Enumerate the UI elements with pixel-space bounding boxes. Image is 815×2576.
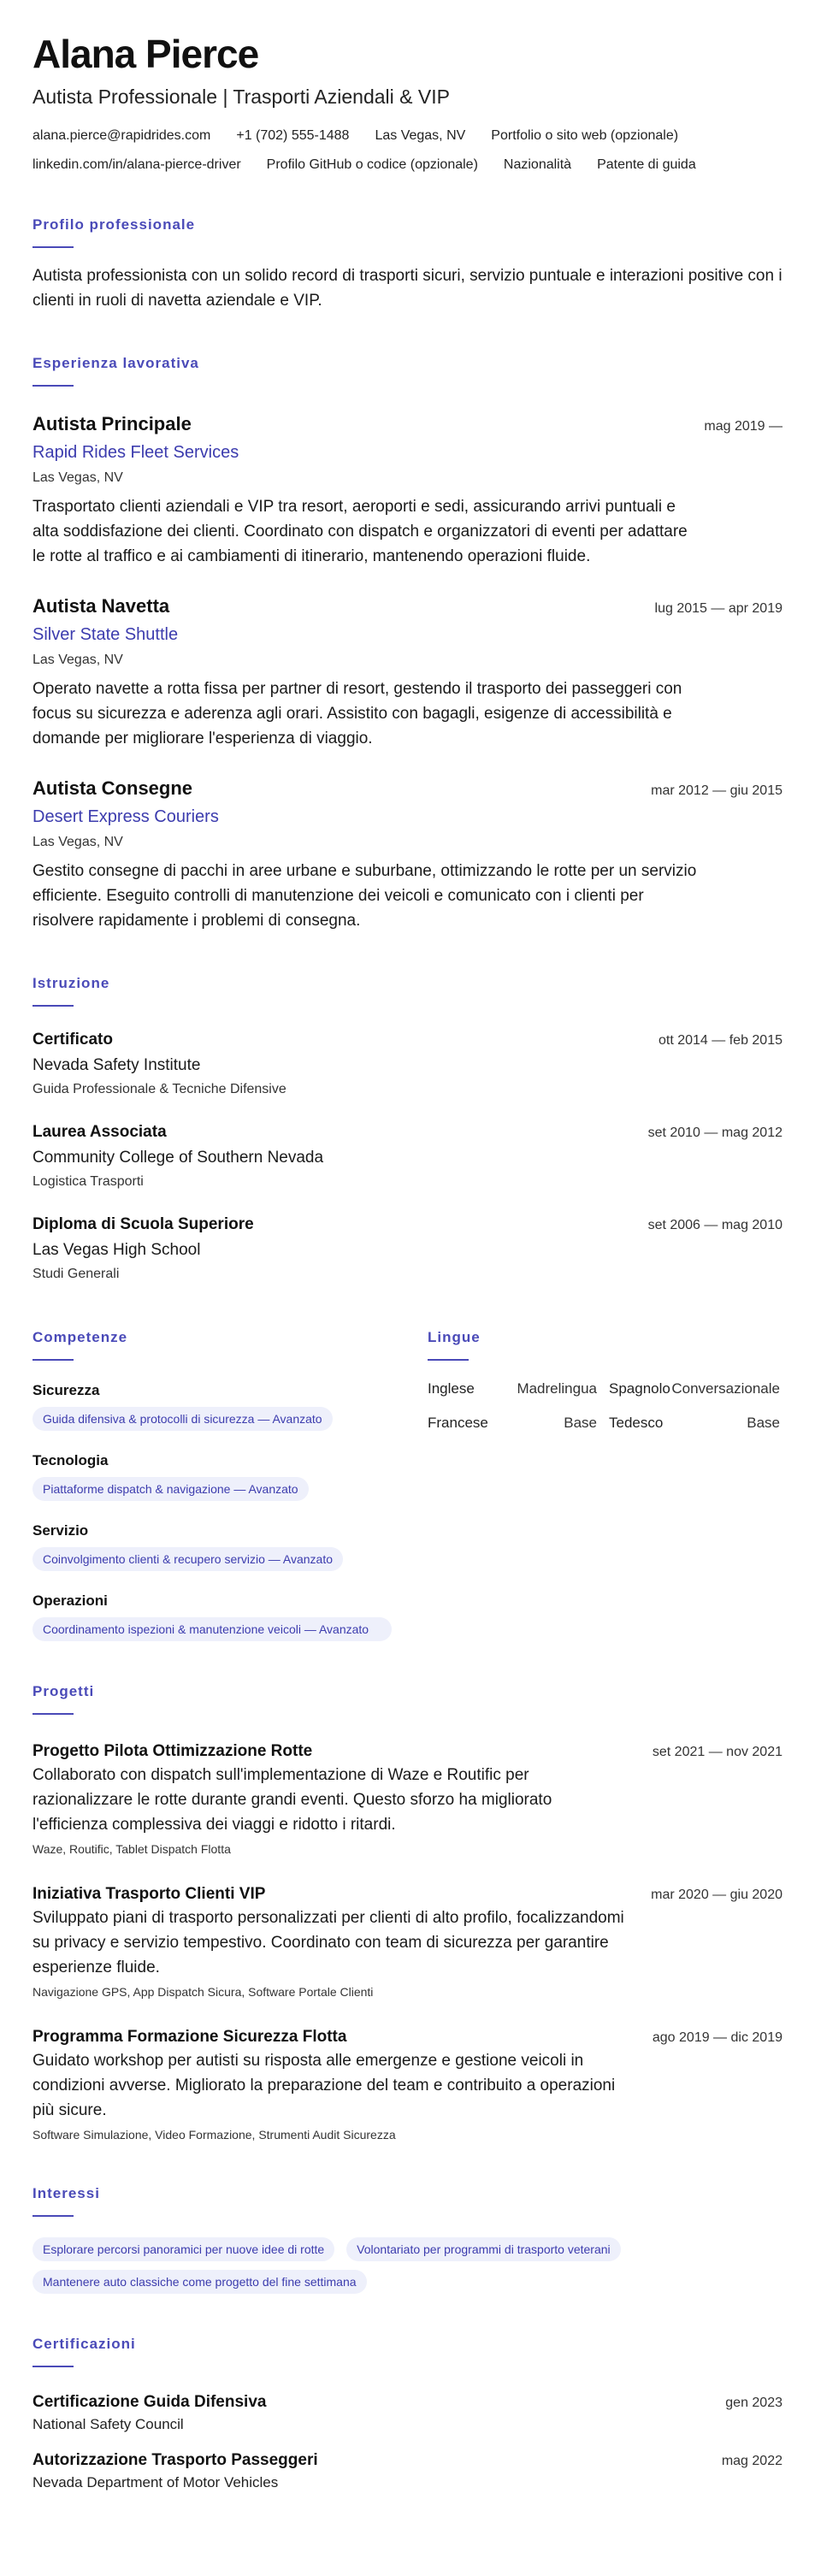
resume-header xyxy=(32,31,783,174)
education-date: set 2010 — mag 2012 xyxy=(647,1126,783,1140)
section-heading: Istruzione xyxy=(32,975,110,991)
candidate-title: Autista Professionale | Trasporti Aziendali & VIP xyxy=(32,86,450,108)
job-location: Las Vegas, NV xyxy=(32,835,123,849)
project-description: Sviluppato piani di trasporto personalizzati per clienti di alto profilo, focalizzandomi su privacy e servizio tempestivo. Coordinato con team di sicurezza per garantire esperienze fluide. xyxy=(32,1909,624,1976)
job-description: Trasportato clienti aziendali e VIP tra resort, aeroporti e sedi, assicurando arrivi puntuali e alta soddisfazione dei clienti. Coordinato con dispatch e organizzatori di eventi per adattare le rotte al traffico e ai cambiamenti di itinerario, mantenendo operazioni fluide. xyxy=(32,498,688,565)
section-heading: Progetti xyxy=(32,1683,95,1699)
skill-group xyxy=(32,1521,428,1571)
skill-category: Operazioni xyxy=(32,1592,108,1609)
section-divider xyxy=(32,1359,74,1361)
job-title: Autista Navetta xyxy=(32,595,170,617)
section-divider xyxy=(32,2366,74,2367)
interest-chip: Mantenere auto classiche come progetto del fine settimana xyxy=(32,2270,367,2294)
section-heading: Competenze xyxy=(32,1329,128,1345)
education-school: Las Vegas High School xyxy=(32,1241,201,1259)
candidate-name: Alana Pierce xyxy=(32,32,259,76)
section-heading: Interessi xyxy=(32,2185,100,2201)
projects-section xyxy=(32,1682,783,2143)
section-divider xyxy=(32,1713,74,1715)
language-level: Conversazionale xyxy=(671,1380,780,1397)
skill-chip: Guida difensiva & protocolli di sicurezza — Avanzato xyxy=(32,1407,333,1431)
job-description: Gestito consegne di pacchi in aree urbane e suburbane, ottimizzando le rotte per un servizio efficiente. Eseguito controlli di manutenzione dei veicoli e comunicato con i clienti per risolvere rapidamente i problemi di consegna. xyxy=(32,862,697,930)
language-grid xyxy=(428,1380,780,1433)
skill-group xyxy=(32,1381,428,1431)
section-heading: Profilo professionale xyxy=(32,216,196,233)
contact-license: Patente di guida xyxy=(597,157,696,172)
job-company: Rapid Rides Fleet Services xyxy=(32,443,239,462)
job-company: Silver State Shuttle xyxy=(32,625,179,644)
interest-list xyxy=(32,2237,785,2294)
interest-chip: Volontariato per programmi di trasporto veterani xyxy=(346,2237,620,2261)
education-entry xyxy=(32,1121,783,1191)
language-name: Inglese xyxy=(428,1380,475,1397)
skill-category: Sicurezza xyxy=(32,1382,100,1398)
job-entry xyxy=(32,594,783,751)
contact-nationality: Nazionalità xyxy=(503,157,572,172)
education-entry xyxy=(32,1029,783,1099)
job-title: Autista Consegne xyxy=(32,777,193,799)
contact-portfolio[interactable]: Portfolio o sito web (opzionale) xyxy=(491,128,679,143)
certification-title: Autorizzazione Trasporto Passeggeri xyxy=(32,2451,318,2469)
project-title: Progetto Pilota Ottimizzazione Rotte xyxy=(32,1742,313,1760)
contact-phone[interactable]: +1 (702) 555-1488 xyxy=(236,128,350,143)
job-description: Operato navette a rotta fissa per partner di resort, gestendo il trasporto dei passeggeri con focus su sicurezza e aderenza agli orari. Assistito con bagagli, esigenze di accessibilità e domande per migliorare l'esperienza di viaggio. xyxy=(32,680,682,747)
education-entry xyxy=(32,1214,783,1284)
education-degree: Certificato xyxy=(32,1031,113,1049)
skill-chip: Piattaforme dispatch & navigazione — Avanzato xyxy=(32,1477,309,1501)
language-level: Base xyxy=(564,1415,597,1431)
certification-issuer: Nevada Department of Motor Vehicles xyxy=(32,2474,279,2490)
contact-github[interactable]: Profilo GitHub o codice (opzionale) xyxy=(266,157,478,172)
education-field: Logistica Trasporti xyxy=(32,1174,144,1189)
contact-list xyxy=(32,127,802,174)
skills-languages-row xyxy=(32,1328,783,1641)
contact-linkedin[interactable]: linkedin.com/in/alana-pierce-driver xyxy=(32,157,241,172)
language-level: Madrelingua xyxy=(517,1380,597,1397)
section-heading: Certificazioni xyxy=(32,2336,136,2352)
skill-chip: Coordinamento ispezioni & manutenzione veicoli — Avanzato xyxy=(32,1617,392,1641)
section-divider xyxy=(32,2215,74,2217)
project-tech: Navigazione GPS, App Dispatch Sicura, Software Portale Clienti xyxy=(32,1985,374,1999)
section-heading: Esperienza lavorativa xyxy=(32,355,199,371)
education-date: set 2006 — mag 2010 xyxy=(647,1218,783,1232)
education-field: Guida Professionale & Tecniche Difensive xyxy=(32,1082,286,1096)
profile-section xyxy=(32,216,783,313)
job-location: Las Vegas, NV xyxy=(32,653,123,667)
skill-group xyxy=(32,1592,428,1641)
job-company: Desert Express Couriers xyxy=(32,807,219,826)
languages-section xyxy=(428,1328,780,1641)
section-divider xyxy=(32,246,74,248)
language-item xyxy=(609,1380,780,1398)
project-entry xyxy=(32,1740,783,1858)
skill-category: Tecnologia xyxy=(32,1452,109,1468)
experience-section xyxy=(32,354,783,933)
section-heading: Lingue xyxy=(428,1329,481,1345)
section-divider xyxy=(32,385,74,387)
job-entry xyxy=(32,777,783,933)
certification-title: Certificazione Guida Difensiva xyxy=(32,2393,267,2411)
profile-summary: Autista professionista con un solido record di trasporti sicuri, servizio puntuale e interazioni positive con i clienti in ruoli di navetta aziendale e VIP. xyxy=(32,267,783,310)
job-date: mar 2012 — giu 2015 xyxy=(651,783,783,798)
job-entry xyxy=(32,412,783,569)
project-date: ago 2019 — dic 2019 xyxy=(652,2030,783,2045)
contact-location: Las Vegas, NV xyxy=(375,128,466,143)
project-description: Guidato workshop per autisti su risposta alle emergenze e gestione veicoli in condizioni avverse. Migliorato la preparazione del team e contribuito a operazioni più sicure. xyxy=(32,2052,616,2119)
contact-email[interactable]: alana.pierce@rapidrides.com xyxy=(32,128,211,143)
education-section xyxy=(32,974,783,1284)
skills-section xyxy=(32,1328,428,1641)
project-tech: Waze, Routific, Tablet Dispatch Flotta xyxy=(32,1842,231,1856)
job-date: mag 2019 — xyxy=(704,419,783,434)
education-school: Nevada Safety Institute xyxy=(32,1056,201,1074)
education-date: ott 2014 — feb 2015 xyxy=(658,1033,783,1048)
project-tech: Software Simulazione, Video Formazione, Strumenti Audit Sicurezza xyxy=(32,2128,396,2142)
language-level: Base xyxy=(747,1415,780,1431)
certification-entry xyxy=(32,2391,783,2434)
project-title: Iniziativa Trasporto Clienti VIP xyxy=(32,1885,266,1903)
interest-chip: Esplorare percorsi panoramici per nuove idee di rotte xyxy=(32,2237,334,2261)
education-school: Community College of Southern Nevada xyxy=(32,1149,324,1167)
education-field: Studi Generali xyxy=(32,1267,120,1281)
project-entry xyxy=(32,2026,783,2143)
interests-section xyxy=(32,2184,783,2294)
skill-chip: Coinvolgimento clienti & recupero servizio — Avanzato xyxy=(32,1547,343,1571)
project-date: mar 2020 — giu 2020 xyxy=(651,1888,783,1902)
skill-group xyxy=(32,1451,428,1501)
project-date: set 2021 — nov 2021 xyxy=(652,1745,783,1759)
project-entry xyxy=(32,1883,783,2000)
project-description: Collaborato con dispatch sull'implementazione di Waze e Routific per razionalizzare le rotte durante grandi eventi. Questo sforzo ha migliorato l'efficienza complessiva dei viaggi e ridotto i ritardi. xyxy=(32,1766,552,1834)
certification-date: mag 2022 xyxy=(721,2454,783,2468)
job-title: Autista Principale xyxy=(32,413,192,434)
section-divider xyxy=(428,1359,469,1361)
language-item xyxy=(428,1380,609,1398)
job-location: Las Vegas, NV xyxy=(32,470,123,485)
language-item xyxy=(609,1414,780,1433)
certifications-section xyxy=(32,2335,783,2492)
job-date: lug 2015 — apr 2019 xyxy=(654,601,783,616)
project-title: Programma Formazione Sicurezza Flotta xyxy=(32,2028,347,2046)
certification-issuer: National Safety Council xyxy=(32,2416,184,2432)
certification-date: gen 2023 xyxy=(725,2396,783,2410)
language-item xyxy=(428,1414,609,1433)
language-name: Francese xyxy=(428,1415,488,1431)
skill-category: Servizio xyxy=(32,1522,89,1539)
education-degree: Laurea Associata xyxy=(32,1123,167,1141)
language-name: Spagnolo xyxy=(609,1380,670,1397)
certification-entry xyxy=(32,2449,783,2492)
education-degree: Diploma di Scuola Superiore xyxy=(32,1215,254,1233)
section-divider xyxy=(32,1005,74,1007)
language-name: Tedesco xyxy=(609,1415,664,1431)
